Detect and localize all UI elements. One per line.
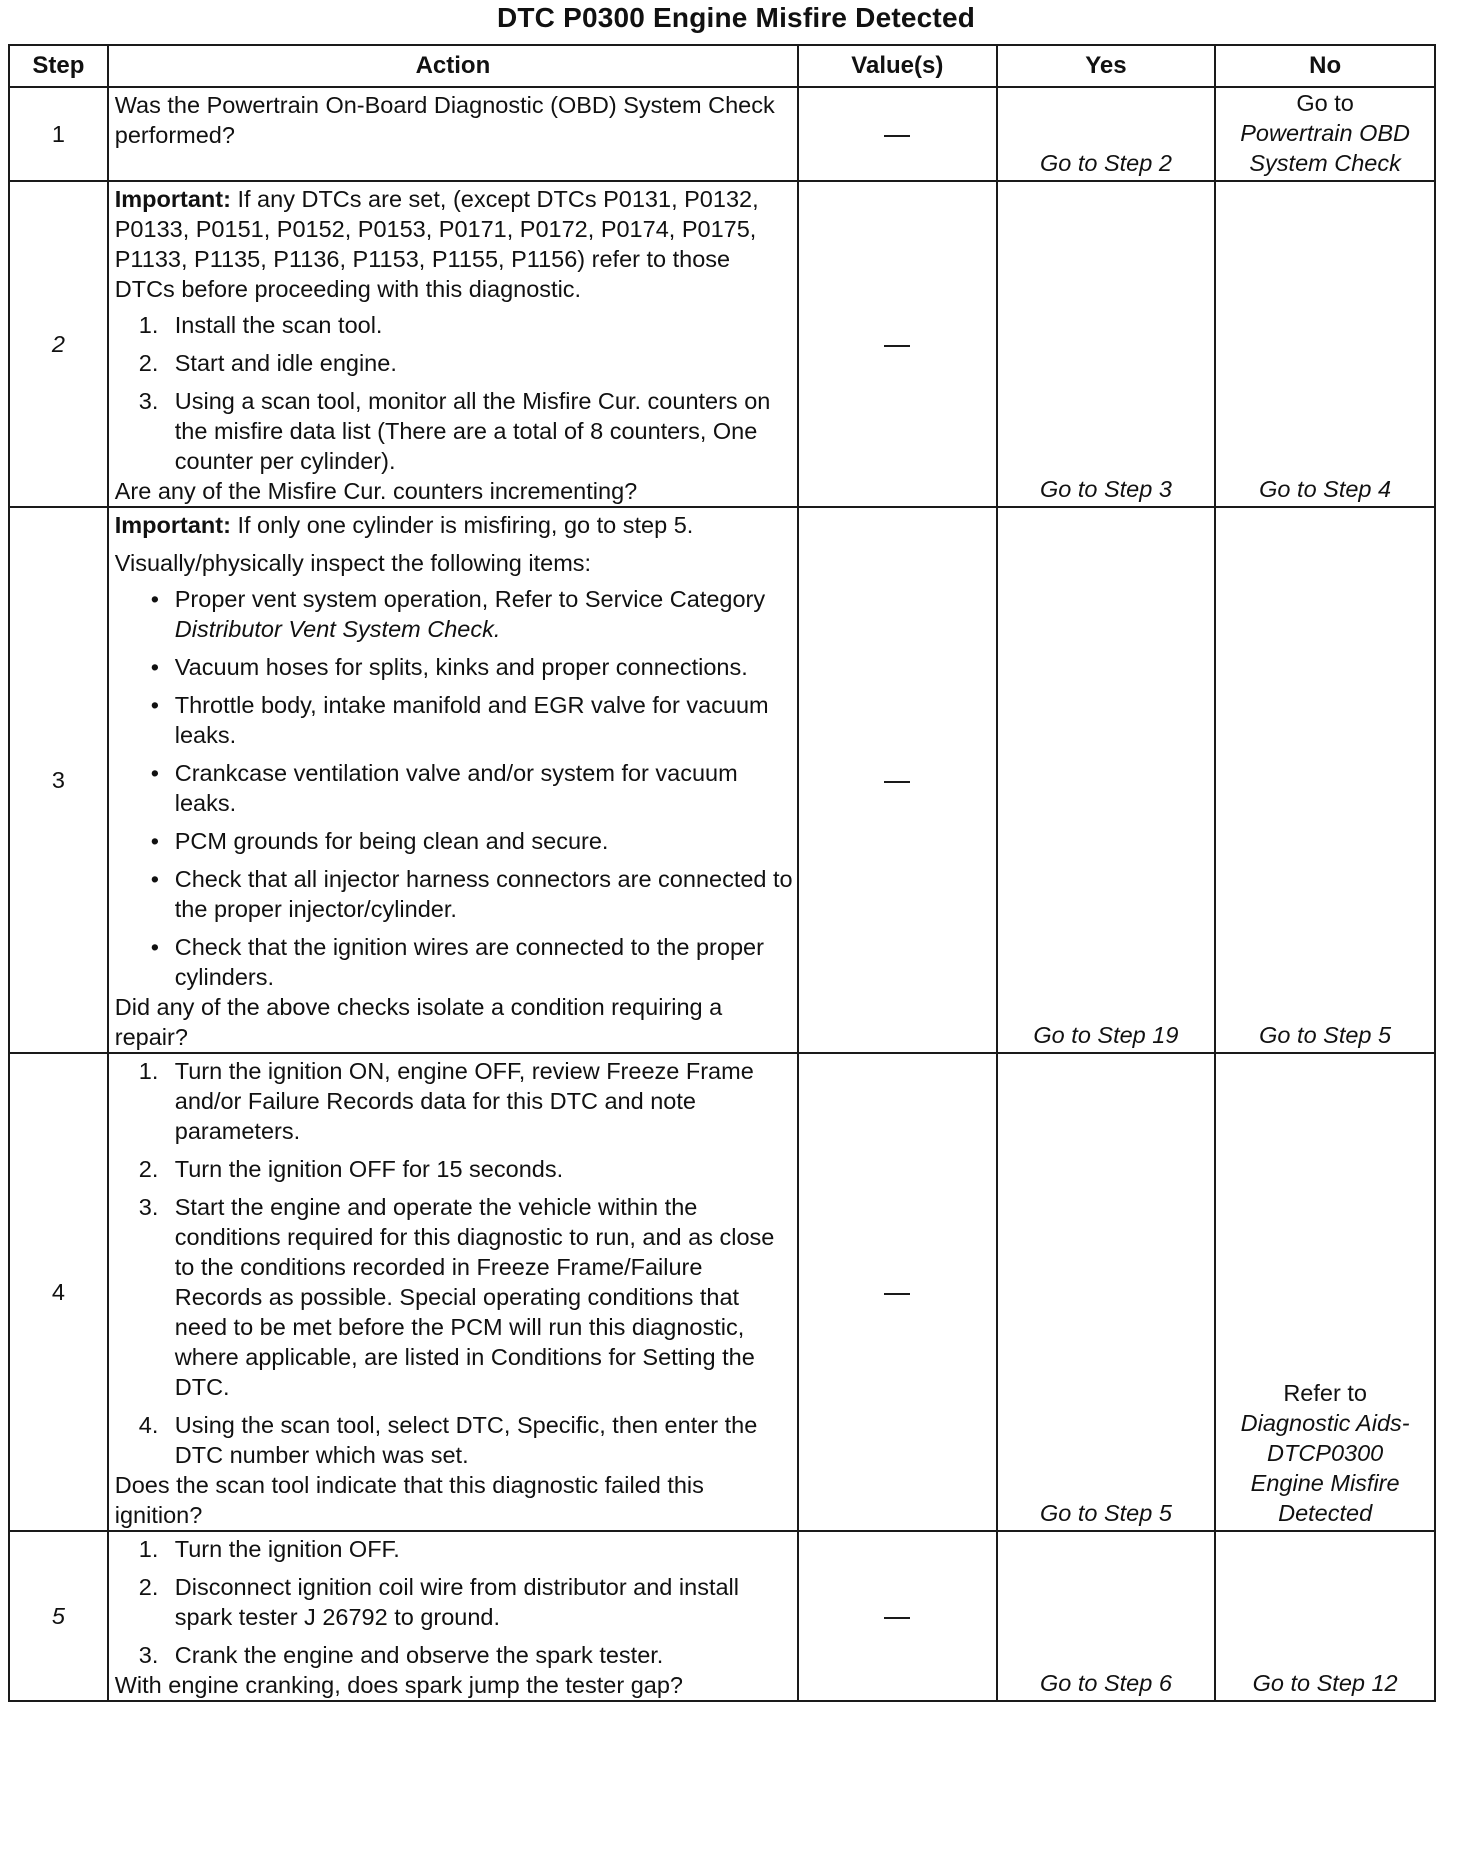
action-cell <box>108 507 798 1053</box>
header-step: Step <box>9 45 108 87</box>
no-ref-line: Powertrain OBD <box>1240 120 1411 146</box>
step-number: 5 <box>9 1531 108 1701</box>
dash-mark <box>884 1617 910 1619</box>
list-text: Vacuum hoses for splits, kinks and proper connections. <box>174 654 748 680</box>
bullet-mark: • <box>150 692 159 718</box>
no-ref-line: Diagnostic Aids- <box>1240 1410 1410 1436</box>
list-item <box>115 652 793 682</box>
value-cell <box>798 1053 997 1531</box>
list-number: 2. <box>138 350 159 376</box>
list-text: Throttle body, intake manifold and EGR valve for vacuum leaks. <box>174 692 769 748</box>
header-yes: Yes <box>997 45 1216 87</box>
list-text: Start the engine and operate the vehicle within the conditions required for this diagnostic to run, and as close to the conditions recorded in Freeze Frame/Failure Records as possible. Special operating conditions that need to be met before the PCM will run this diagnostic, where applicable, are listed in Conditions for Setting the DTC. <box>174 1194 775 1400</box>
bullet-mark: • <box>150 760 159 786</box>
action-cell <box>108 1053 798 1531</box>
bullet-mark: • <box>150 654 159 680</box>
list-number: 3. <box>138 1194 159 1220</box>
inspection-list <box>115 584 793 992</box>
list-item <box>115 1192 793 1402</box>
list-text: Using a scan tool, monitor all the Misfire Cur. counters on the misfire data list (There are a total of 8 counters, One counter per cylinder). <box>174 388 771 474</box>
question-text: Are any of the Misfire Cur. counters incrementing? <box>114 478 638 504</box>
important-label: Important: <box>114 512 231 538</box>
list-text: Start and idle engine. <box>174 350 397 376</box>
yes-cell: Go to Step 5 <box>997 1053 1216 1531</box>
step-number: 2 <box>9 181 108 507</box>
list-number: 2. <box>138 1156 159 1182</box>
list-text: Crankcase ventilation valve and/or system for vacuum leaks. <box>174 760 738 816</box>
list-text: Crank the engine and observe the spark tester. <box>174 1642 664 1668</box>
no-prefix: Refer to <box>1283 1380 1367 1406</box>
list-item <box>115 348 793 378</box>
list-item <box>115 1572 793 1632</box>
list-item <box>115 584 793 644</box>
list-text: Check that the ignition wires are connected to the proper cylinders. <box>174 934 764 990</box>
bullet-mark: • <box>150 934 159 960</box>
list-item <box>115 758 793 818</box>
step-row-1 <box>9 87 1435 181</box>
step-row-5 <box>9 1531 1435 1701</box>
list-item <box>115 826 793 856</box>
intro-text: Visually/physically inspect the following items: <box>114 550 592 576</box>
list-text: Using the scan tool, select DTC, Specific, then enter the DTC number which was set. <box>174 1412 758 1468</box>
no-cell <box>1215 87 1435 181</box>
no-ref-line: Detected <box>1278 1500 1373 1526</box>
list-item <box>115 864 793 924</box>
list-text: Turn the ignition OFF for 15 seconds. <box>174 1156 564 1182</box>
diagnostic-table <box>8 44 1436 1702</box>
step-number: 4 <box>9 1053 108 1531</box>
list-number: 1. <box>138 312 159 338</box>
list-number: 2. <box>138 1574 159 1600</box>
bullet-mark: • <box>150 866 159 892</box>
header-row <box>9 45 1435 87</box>
question-text: Was the Powertrain On-Board Diagnostic (OBD) System Check performed? <box>114 92 775 148</box>
value-cell <box>798 181 997 507</box>
procedure-list <box>115 310 793 476</box>
reference-text: Distributor Vent System Check. <box>174 616 501 642</box>
no-cell: Go to Step 12 <box>1215 1531 1435 1701</box>
yes-cell: Go to Step 19 <box>997 507 1216 1053</box>
list-text: Proper vent system operation, Refer to Service Category <box>174 586 766 612</box>
dash-mark <box>884 345 910 347</box>
header-action: Action <box>108 45 798 87</box>
list-text: Turn the ignition OFF. <box>174 1536 400 1562</box>
list-number: 1. <box>138 1058 159 1084</box>
list-item <box>115 310 793 340</box>
bullet-mark: • <box>150 586 159 612</box>
dash-mark <box>884 781 910 783</box>
list-number: 3. <box>138 388 159 414</box>
list-item <box>115 690 793 750</box>
header-values: Value(s) <box>798 45 997 87</box>
important-label: Important: <box>114 186 231 212</box>
value-cell <box>798 87 997 181</box>
list-number: 1. <box>138 1536 159 1562</box>
no-ref-line: System Check <box>1249 150 1401 176</box>
bullet-mark: • <box>150 828 159 854</box>
no-cell: Go to Step 4 <box>1215 181 1435 507</box>
action-cell <box>108 87 798 181</box>
question-text: Does the scan tool indicate that this diagnostic failed this ignition? <box>114 1472 704 1528</box>
list-item <box>115 932 793 992</box>
important-text: If only one cylinder is misfiring, go to step 5. <box>237 512 694 538</box>
important-note <box>115 184 793 304</box>
list-item <box>115 1410 793 1470</box>
no-ref-line: Engine Misfire <box>1250 1470 1400 1496</box>
list-text: Check that all injector harness connectors are connected to the proper injector/cylinder. <box>174 866 793 922</box>
list-number: 4. <box>138 1412 159 1438</box>
page-title: DTC P0300 Engine Misfire Detected <box>496 2 976 33</box>
action-cell <box>108 181 798 507</box>
action-cell <box>108 1531 798 1701</box>
step-row-4 <box>9 1053 1435 1531</box>
list-number: 3. <box>138 1642 159 1668</box>
yes-cell: Go to Step 2 <box>997 87 1216 181</box>
step-number: 1 <box>9 87 108 181</box>
question-text: Did any of the above checks isolate a condition requiring a repair? <box>114 994 723 1050</box>
important-text: If any DTCs are set, (except DTCs P0131, P0132, P0133, P0151, P0152, P0153, P0171, P0172, P0174, P0175, P1133, P1135, P1136, P1153, P1155, P1156) refer to those DTCs before proceeding with this diagnostic. <box>114 186 759 302</box>
list-item <box>115 1056 793 1146</box>
question-text: With engine cranking, does spark jump the tester gap? <box>114 1672 683 1698</box>
list-item <box>115 1534 793 1564</box>
no-ref-line: DTCP0300 <box>1267 1440 1384 1466</box>
list-item <box>115 1154 793 1184</box>
yes-cell: Go to Step 6 <box>997 1531 1216 1701</box>
procedure-list <box>115 1056 793 1470</box>
no-cell <box>1215 1053 1435 1531</box>
no-prefix: Go to <box>1296 90 1354 116</box>
header-no: No <box>1215 45 1435 87</box>
important-note <box>115 510 793 540</box>
list-text: PCM grounds for being clean and secure. <box>174 828 609 854</box>
list-text: Turn the ignition ON, engine OFF, review Freeze Frame and/or Failure Records data for this DTC and note parameters. <box>174 1058 754 1144</box>
list-item <box>115 386 793 476</box>
step-number: 3 <box>9 507 108 1053</box>
procedure-list <box>115 1534 793 1670</box>
step-row-3 <box>9 507 1435 1053</box>
list-text: Disconnect ignition coil wire from distributor and install spark tester J 26792 to ground. <box>174 1574 739 1630</box>
list-text: Install the scan tool. <box>174 312 383 338</box>
no-cell: Go to Step 5 <box>1215 507 1435 1053</box>
yes-cell: Go to Step 3 <box>997 181 1216 507</box>
dash-mark <box>884 135 910 137</box>
list-item <box>115 1640 793 1670</box>
step-row-2 <box>9 181 1435 507</box>
value-cell <box>798 507 997 1053</box>
dash-mark <box>884 1293 910 1295</box>
value-cell <box>798 1531 997 1701</box>
